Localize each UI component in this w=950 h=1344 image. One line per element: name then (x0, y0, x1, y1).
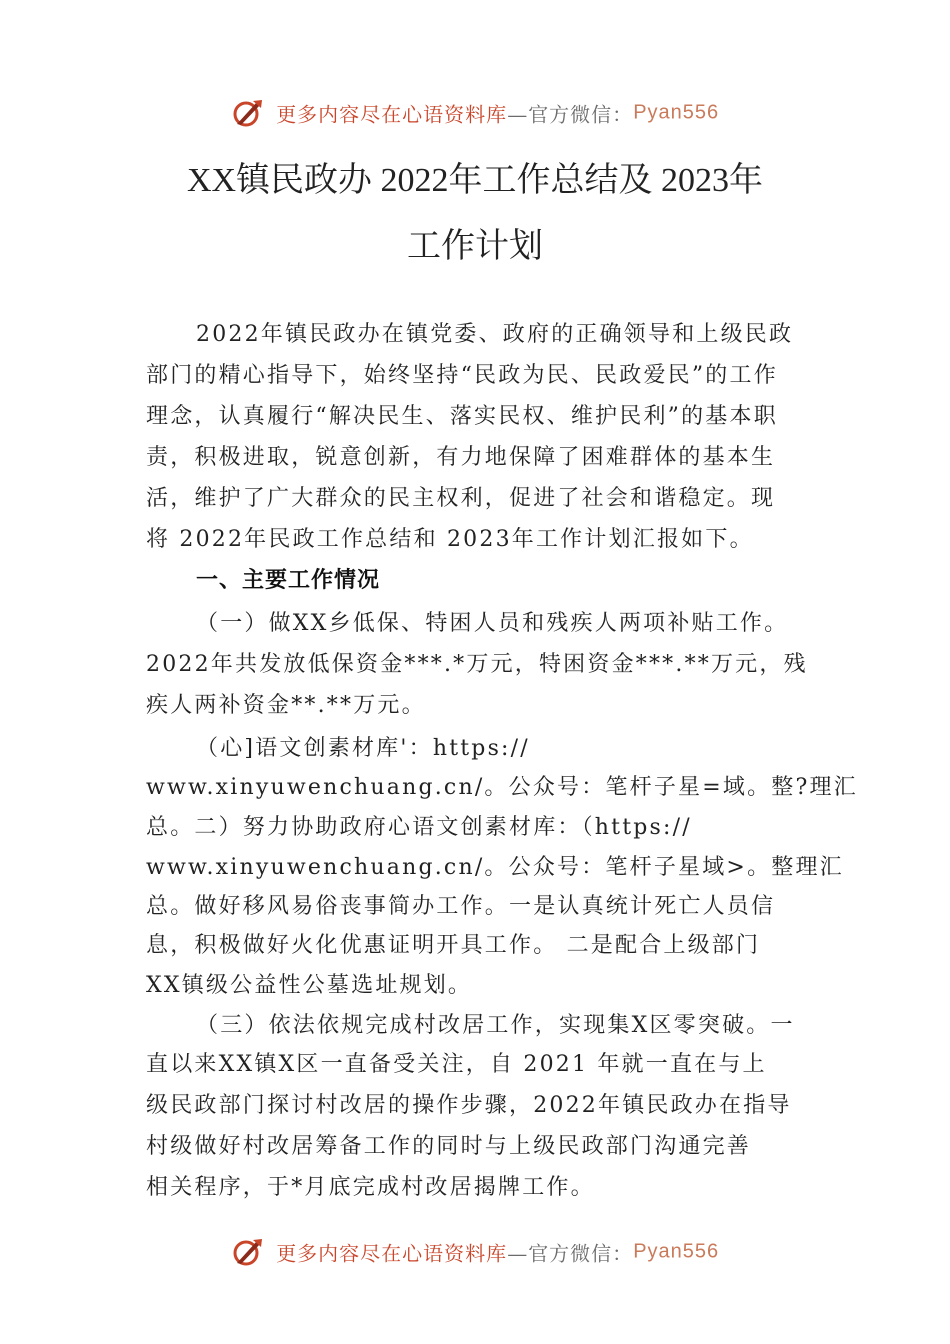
item2-line: （心]语文创素材库'：https:// (196, 736, 530, 761)
item3-line: 村级做好村改居筹备工作的同时与上级民政部门沟通完善 (146, 1134, 752, 1159)
item1-line: 2022年共发放低保资金***.*万元，特困资金***.**万元，残 (146, 652, 808, 677)
quill-logo-icon (231, 98, 265, 128)
item2-line: XX镇级公益性公墓选址规划。 (146, 973, 473, 998)
intro-line: 将 2022年民政工作总结和 2023年工作计划汇报如下。 (146, 527, 754, 552)
item1-line: （一）做XX乡低保、特困人员和残疾人两项补贴工作。 (196, 611, 789, 636)
intro-line: 活，维护了广大群众的民主权利，促进了社会和谐稳定。现 (146, 486, 776, 511)
item3-line: （三）依法依规完成村改居工作，实现集X区零突破。一 (196, 1013, 795, 1038)
item3-line: 相关程序，于*月底完成村改居揭牌工作。 (146, 1175, 595, 1200)
item3-line: 级民政部门探讨村改居的操作步骤，2022年镇民政办在指导 (146, 1093, 792, 1118)
intro-line: 部门的精心指导下，始终坚持“民政为民、民政爱民”的工作 (146, 363, 778, 388)
quill-logo-icon (231, 1237, 265, 1267)
header-watermark (0, 98, 950, 128)
item2-line: 总。做好移风易俗丧事简办工作。一是认真统计死亡人员信 (146, 894, 776, 919)
section-heading: 一、主要工作情况 (196, 568, 381, 593)
item2-line: www.xinyuwenchuang.cn/。公众号：笔杆子星域>。整理汇 (146, 855, 844, 880)
item3-line: 直以来XX镇X区一直备受关注，自 2021 年就一直在与上 (146, 1052, 767, 1077)
intro-line: 责，积极进取，锐意创新，有力地保障了困难群体的基本生 (146, 445, 776, 470)
watermark-red-text: 更多内容尽在心语资料库 (276, 1241, 508, 1266)
document-title-line-1: XX镇民政办 2022年工作总结及 2023年 (186, 162, 764, 199)
watermark-red-text: 更多内容尽在心语资料库 (276, 102, 508, 127)
item2-line: 总。二）努力协助政府心语文创素材库：（https:// (146, 815, 692, 840)
item2-line: 息，积极做好火化优惠证明开具工作。 二是配合上级部门 (146, 933, 761, 958)
watermark-grey-text: —官方微信： (507, 1241, 634, 1266)
item2-line: www.xinyuwenchuang.cn/。公众号：笔杆子星=域。整?理汇 (146, 775, 858, 800)
watermark-account: Pyan556 (633, 1240, 720, 1263)
intro-line: 理念，认真履行“解决民生、落实民权、维护民利”的基本职 (146, 404, 778, 429)
watermark-account: Pyan556 (633, 101, 720, 124)
document-title-line-2: 工作计划 (407, 228, 543, 265)
intro-line: 2022年镇民政办在镇党委、政府的正确领导和上级民政 (196, 322, 794, 347)
item1-line: 疾人两补资金**.**万元。 (146, 693, 426, 718)
footer-watermark (0, 1237, 950, 1267)
watermark-grey-text: —官方微信： (507, 102, 634, 127)
